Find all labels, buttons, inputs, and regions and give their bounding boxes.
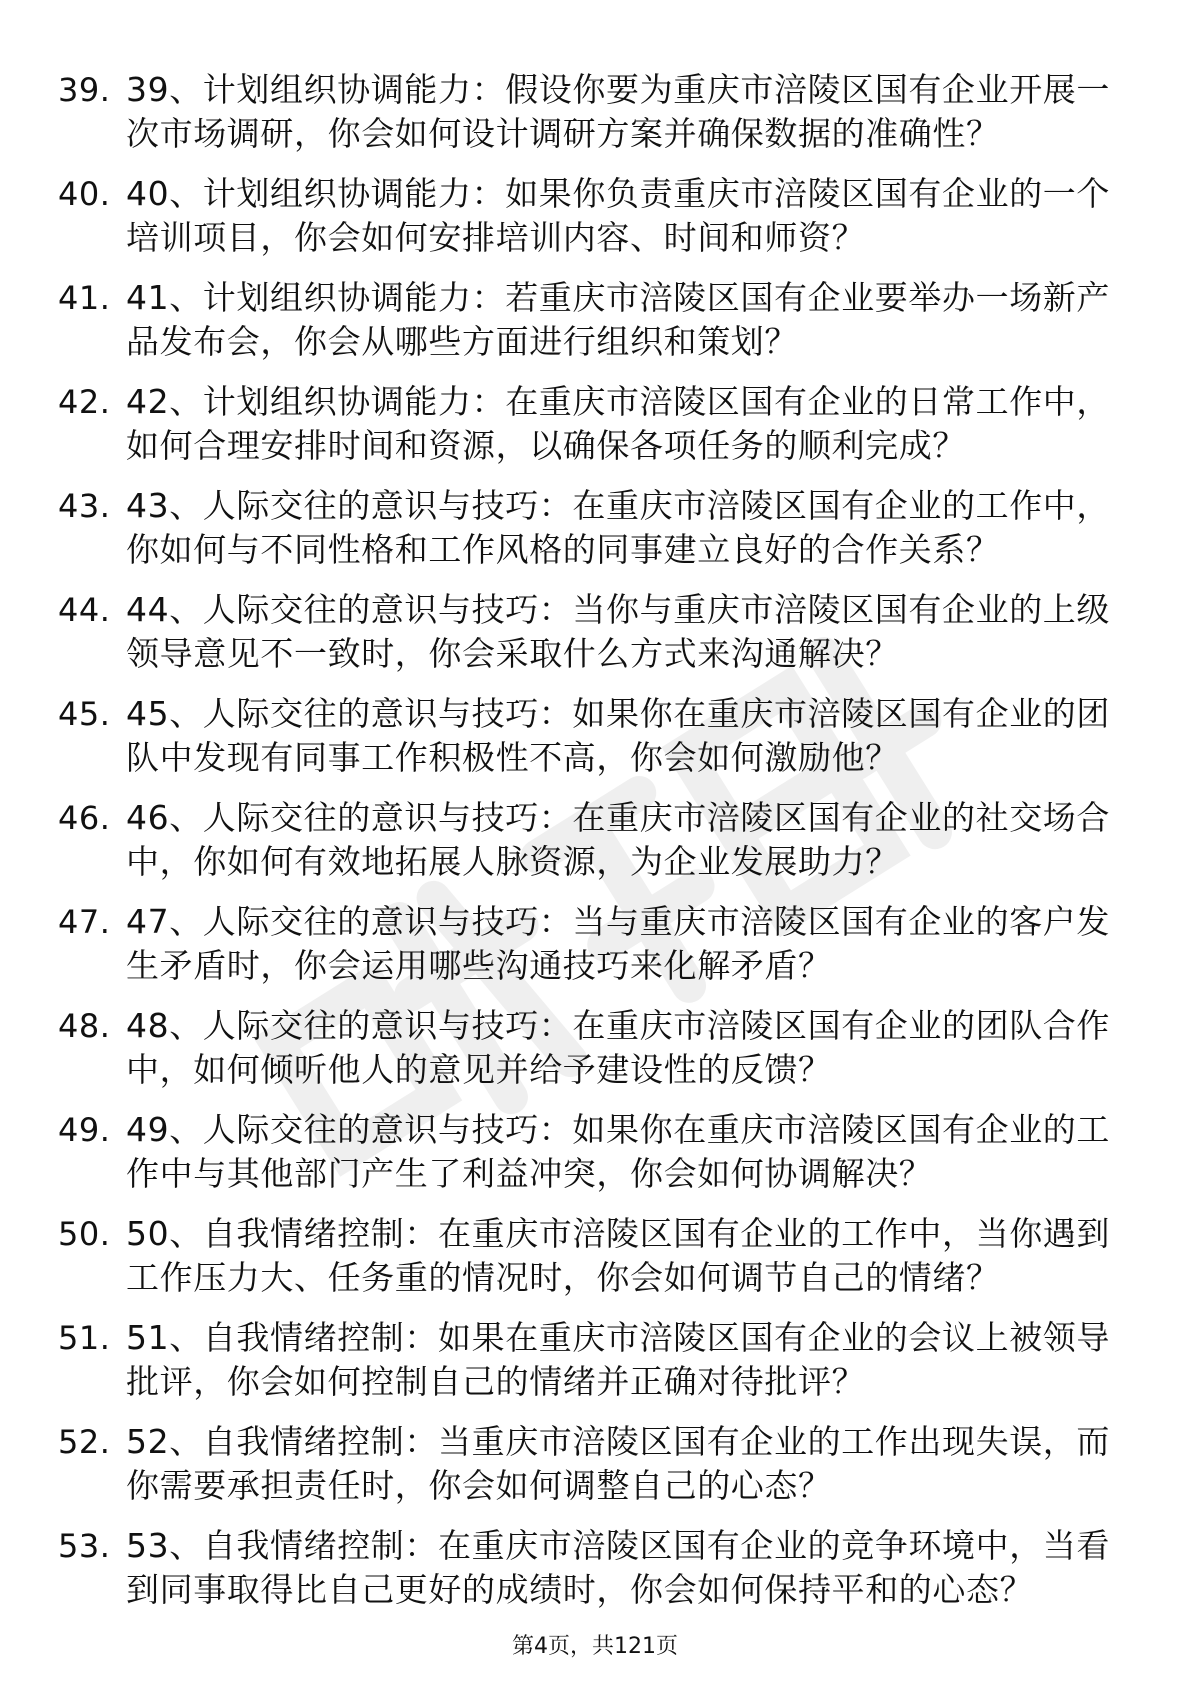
list-item	[0, 796, 1190, 900]
question-number: 48.	[58, 1007, 111, 1045]
question-text: 51、自我情绪控制：如果在重庆市涪陵区国有企业的会议上被领导批评，你会如何控制自己的情绪并正确对待批评？	[126, 1318, 1110, 1401]
list-item	[0, 1524, 1190, 1628]
list-item	[0, 68, 1190, 172]
question-text: 53、自我情绪控制：在重庆市涪陵区国有企业的竞争环境中，当看到同事取得比自己更好的成绩时，你会如何保持平和的心态？	[126, 1526, 1110, 1609]
list-item	[0, 1316, 1190, 1420]
question-number: 51.	[58, 1319, 111, 1357]
question-text: 48、人际交往的意识与技巧：在重庆市涪陵区国有企业的团队合作中，如何倾听他人的意见并给予建设性的反馈？	[126, 1006, 1110, 1089]
list-item	[0, 484, 1190, 588]
question-text: 49、人际交往的意识与技巧：如果你在重庆市涪陵区国有企业的工作中与其他部门产生了利益冲突，你会如何协调解决？	[126, 1110, 1110, 1193]
question-number: 52.	[58, 1423, 111, 1461]
question-text: 46、人际交往的意识与技巧：在重庆市涪陵区国有企业的社交场合中，你如何有效地拓展人脉资源，为企业发展助力？	[126, 798, 1110, 881]
question-number: 49.	[58, 1111, 111, 1149]
question-text: 42、计划组织协调能力：在重庆市涪陵区国有企业的日常工作中，如何合理安排时间和资源，以确保各项任务的顺利完成？	[126, 382, 1110, 465]
page-footer	[0, 1632, 1190, 1662]
question-text: 39、计划组织协调能力：假设你要为重庆市涪陵区国有企业开展一次市场调研，你会如何设计调研方案并确保数据的准确性？	[126, 70, 1110, 153]
page-indicator: 第4页，共121页	[512, 1634, 678, 1659]
question-text: 47、人际交往的意识与技巧：当与重庆市涪陵区国有企业的客户发生矛盾时，你会运用哪些沟通技巧来化解矛盾？	[126, 902, 1110, 985]
question-text: 52、自我情绪控制：当重庆市涪陵区国有企业的工作出现失误，而你需要承担责任时，你会如何调整自己的心态？	[126, 1422, 1110, 1505]
list-item	[0, 692, 1190, 796]
question-number: 43.	[58, 487, 111, 525]
list-item	[0, 380, 1190, 484]
question-number: 44.	[58, 591, 111, 629]
list-item	[0, 1004, 1190, 1108]
question-text: 45、人际交往的意识与技巧：如果你在重庆市涪陵区国有企业的团队中发现有同事工作积极性不高，你会如何激励他？	[126, 694, 1110, 777]
question-number: 45.	[58, 695, 111, 733]
question-number: 40.	[58, 175, 111, 213]
question-number: 42.	[58, 383, 111, 421]
list-item	[0, 588, 1190, 692]
list-item	[0, 276, 1190, 380]
list-item	[0, 1108, 1190, 1212]
question-text: 44、人际交往的意识与技巧：当你与重庆市涪陵区国有企业的上级领导意见不一致时，你会采取什么方式来沟通解决？	[126, 590, 1110, 673]
question-number: 46.	[58, 799, 111, 837]
question-text: 40、计划组织协调能力：如果你负责重庆市涪陵区国有企业的一个培训项目，你会如何安排培训内容、时间和师资？	[126, 174, 1110, 257]
list-item	[0, 172, 1190, 276]
question-number: 50.	[58, 1215, 111, 1253]
question-number: 41.	[58, 279, 111, 317]
question-text: 41、计划组织协调能力：若重庆市涪陵区国有企业要举办一场新产品发布会，你会从哪些方面进行组织和策划？	[126, 278, 1110, 361]
list-item	[0, 900, 1190, 1004]
question-text: 43、人际交往的意识与技巧：在重庆市涪陵区国有企业的工作中，你如何与不同性格和工作风格的同事建立良好的合作关系？	[126, 486, 1110, 569]
question-number: 53.	[58, 1527, 111, 1565]
question-list	[0, 68, 1190, 1628]
question-text: 50、自我情绪控制：在重庆市涪陵区国有企业的工作中，当你遇到工作压力大、任务重的情况时，你会如何调节自己的情绪？	[126, 1214, 1110, 1297]
question-number: 39.	[58, 71, 111, 109]
question-number: 47.	[58, 903, 111, 941]
list-item	[0, 1212, 1190, 1316]
list-item	[0, 1420, 1190, 1524]
